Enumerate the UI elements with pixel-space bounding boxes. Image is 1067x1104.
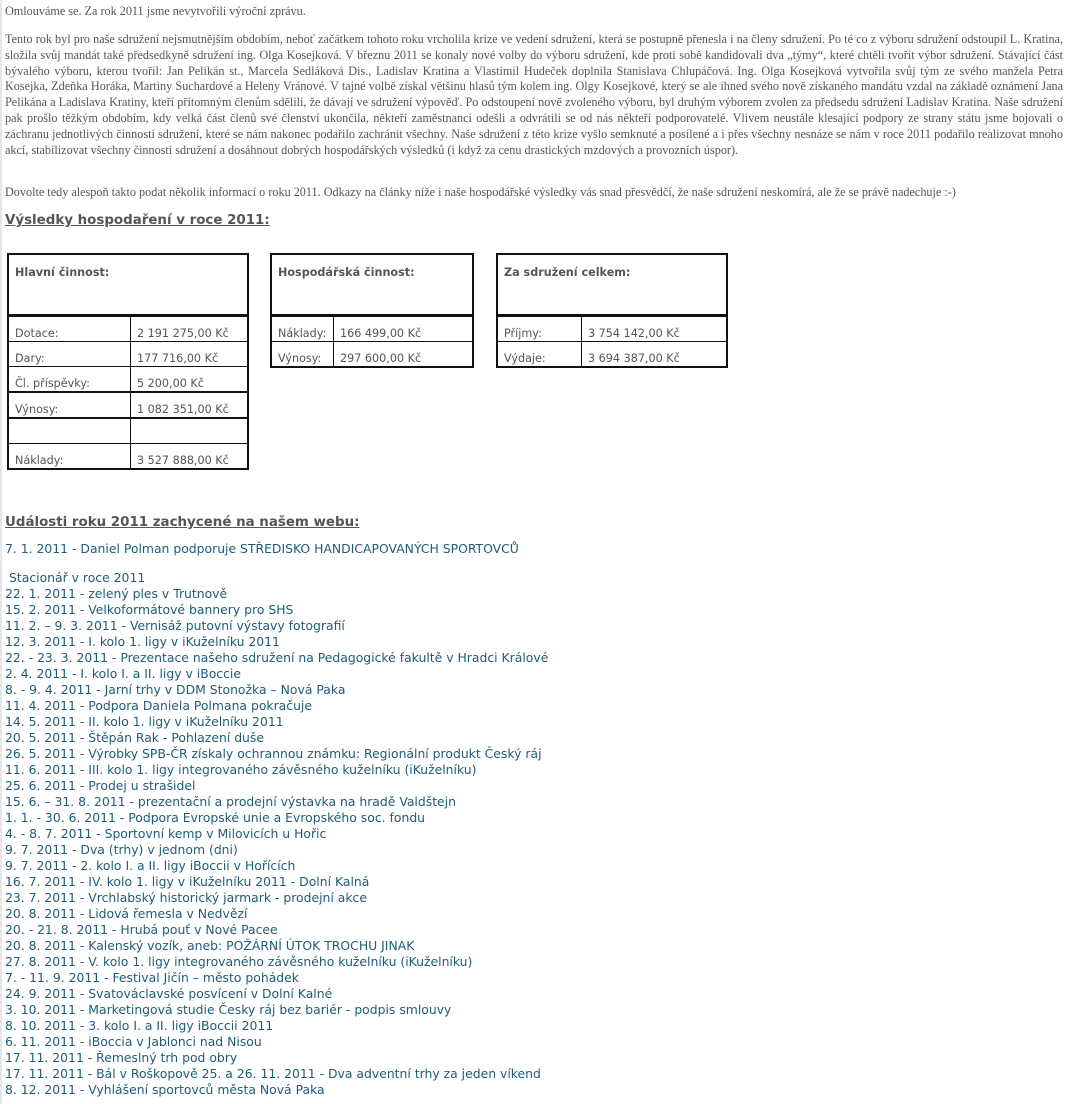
event-link[interactable]: 16. 7. 2011 - IV. kolo 1. ligy v iKuželníku 2011 - Dolní Kalná (5, 874, 370, 889)
event-link[interactable]: 9. 7. 2011 - Dva (trhy) v jednom (dni) (5, 842, 238, 857)
event-link[interactable]: 20. 8. 2011 - Kalenský vozík, aneb: POŽÁRNÍ ÚTOK TROCHU JINAK (5, 938, 415, 953)
event-link[interactable]: 2. 4. 2011 - I. kolo I. a II. ligy v iBoccie (5, 666, 241, 681)
table-row (8, 392, 248, 418)
row-value: 3 754 142,00 Kč (582, 316, 728, 342)
event-link[interactable]: 20. 8. 2011 - Lidová řemesla v Nedvězí (5, 906, 248, 921)
event-link[interactable]: 8. - 9. 4. 2011 - Jarní trhy v DDM Stonožka – Nová Paka (5, 682, 346, 697)
event-link[interactable]: 27. 8. 2011 - V. kolo 1. ligy integrovaného závěsného kuželníku (iKuželníku) (5, 954, 473, 969)
row-value: 177 716,00 Kč (131, 342, 249, 367)
row-label: Náklady: (8, 444, 131, 470)
outro-text: Dovolte tedy alespoň takto podat několik informací o roku 2011. Odkazy na články níže i naše hospodářské výsledky vás snad přesvědčí, že naše sdružení neskomírá, ale že se právě nadechuje :-) (5, 185, 956, 199)
event-link[interactable]: 14. 5. 2011 - II. kolo 1. ligy v iKuželníku 2011 (5, 714, 284, 729)
event-link[interactable]: 20. 5. 2011 - Štěpán Rak - Pohlazení duše (5, 730, 264, 745)
table-row (271, 316, 473, 342)
row-label: Čl. příspěvky: (8, 367, 131, 393)
row-value: 2 191 275,00 Kč (131, 316, 249, 342)
row-value: 297 600,00 Kč (334, 342, 474, 368)
row-label: Náklady: (271, 316, 334, 342)
table-row (8, 444, 248, 470)
row-label: Výnosy: (8, 392, 131, 418)
row-value: 166 499,00 Kč (334, 316, 474, 342)
row-value: 1 082 351,00 Kč (131, 392, 249, 418)
event-link[interactable]: 20. - 21. 8. 2011 - Hrubá pouť v Nové Pacee (5, 922, 278, 937)
row-label: Příjmy: (497, 316, 582, 342)
event-link[interactable]: 23. 7. 2011 - Vrchlabský historický jarmark - prodejní akce (5, 890, 367, 905)
table-title: Hospodářská činnost: (271, 254, 473, 316)
table-total (496, 253, 728, 368)
table-row (497, 342, 727, 368)
event-link[interactable]: 17. 11. 2011 - Bál v Roškopově 25. a 26. 11. 2011 - Dva adventní trhy za jeden víkend (5, 1066, 541, 1081)
table-title: Za sdružení celkem: (497, 254, 727, 316)
table-main-activity (7, 253, 249, 470)
event-link[interactable]: 9. 7. 2011 - 2. kolo I. a II. ligy iBoccii v Hořících (5, 858, 296, 873)
row-value: 3 527 888,00 Kč (131, 444, 249, 470)
event-link[interactable]: 8. 12. 2011 - Vyhlášení sportovců města Nová Paka (5, 1082, 325, 1097)
event-link[interactable]: 15. 6. – 31. 8. 2011 - prezentační a prodejní výstavka na hradě Valdštejn (5, 794, 456, 809)
table-economic-activity (270, 253, 474, 368)
table-row (8, 342, 248, 367)
events-list (5, 541, 548, 1098)
row-label: Výnosy: (271, 342, 334, 368)
table-title: Hlavní činnost: (8, 254, 248, 316)
events-heading: Události roku 2011 zachycené na našem webu: (5, 515, 360, 530)
event-link[interactable]: 4. - 8. 7. 2011 - Sportovní kemp v Milovicích u Hořic (5, 826, 327, 841)
table-row (497, 316, 727, 342)
row-value: 5 200,00 Kč (131, 367, 249, 393)
event-link[interactable]: 3. 10. 2011 - Marketingová studie Česky ráj bez bariér - podpis smlouvy (5, 1002, 452, 1017)
left-border (0, 0, 2, 1104)
event-link[interactable]: 17. 11. 2011 - Řemeslný trh pod obry (5, 1050, 238, 1065)
row-label: Výdaje: (497, 342, 582, 368)
row-value (131, 418, 249, 444)
row-value: 3 694 387,00 Kč (582, 342, 728, 368)
event-link[interactable]: 7. - 11. 9. 2011 - Festival Jičín – město pohádek (5, 970, 299, 985)
table-row (8, 418, 248, 444)
row-label: Dary: (8, 342, 131, 367)
event-sub-link[interactable]: Stacionář v roce 2011 (9, 570, 146, 585)
event-link[interactable]: 11. 6. 2011 - III. kolo 1. ligy integrovaného závěsného kuželníku (iKuželníku) (5, 762, 477, 777)
event-link[interactable]: 12. 3. 2011 - I. kolo 1. ligy v iKuželníku 2011 (5, 634, 280, 649)
event-link[interactable]: 22. 1. 2011 - zelený ples v Trutnově (5, 586, 228, 601)
event-link[interactable]: 24. 9. 2011 - Svatováclavské posvícení v Dolní Kalné (5, 986, 333, 1001)
event-link[interactable]: 7. 1. 2011 - Daniel Polman podporuje STŘEDISKO HANDICAPOVANÝCH SPORTOVCŮ (5, 541, 519, 556)
event-link[interactable]: 15. 2. 2011 - Velkoformátové bannery pro SHS (5, 602, 294, 617)
intro-text: Omlouváme se. Za rok 2011 jsme nevytvořili výroční zprávu. (5, 4, 306, 18)
table-row (271, 342, 473, 368)
event-link[interactable]: 11. 4. 2011 - Podpora Daniela Polmana pokračuje (5, 698, 313, 713)
table-row (8, 367, 248, 393)
table-row (8, 316, 248, 342)
event-link[interactable]: 6. 11. 2011 - iBoccia v Jablonci nad Nisou (5, 1034, 262, 1049)
event-link[interactable]: 8. 10. 2011 - 3. kolo I. a II. ligy iBoccii 2011 (5, 1018, 274, 1033)
event-link[interactable]: 25. 6. 2011 - Prodej u strašidel (5, 778, 196, 793)
row-label: Dotace: (8, 316, 131, 342)
event-link[interactable]: 1. 1. - 30. 6. 2011 - Podpora Evropské unie a Evropského soc. fondu (5, 810, 426, 825)
event-link[interactable]: 11. 2. – 9. 3. 2011 - Vernisáž putovní výstavy fotografií (5, 618, 345, 633)
event-link[interactable]: 26. 5. 2011 - Výrobky SPB-ČR získaly ochrannou známku: Regionální produkt Český ráj (5, 746, 542, 761)
row-label (8, 418, 131, 444)
event-link[interactable]: 22. - 23. 3. 2011 - Prezentace našeho sdružení na Pedagogické fakultě v Hradci Králové (5, 650, 549, 665)
results-heading: Výsledky hospodaření v roce 2011: (5, 213, 270, 228)
main-paragraph: Tento rok byl pro naše sdružení nejsmutnějším obdobím, neboť začátkem tohoto roku vrcholila krize ve vedení sdružení, která se postupně přenesla i na členy sdružení. Po té co z výboru sdružení odstoupil L. Kratina, složila svůj mandát také předsedkyně sdružení ing. Olga Kosejková. V březnu 2011 se konaly nové volby do výboru sdružení, kde proti sobě kandidovali dva „týmy“, které chtěli tvořit výbor sdružení. Stávající část bývalého výboru, kterou tvořil: Jan Pelikán st., Marcela Sedláková Dis., Ladislav Kratina a Vlastimil Hudeček doplnila Stanislava Chlupáčová. Ing. Olga Kosejková vytvořila svůj tým ze svého manžela Petra Kosejka, Zdeňka Horáka, Martiny Suchardové a Heleny Vránové. V tajné volbě získal většinu hlasů tým kolem ing. Olgy Kosejkové, který se ale ihned svého nově získaného mandátu vzdal na základě oznámení Jana Pelikána a Ladislava Kratiny, kteří přítomným členům sdělili, že dávají ve sdružení výpověď. Po odstoupení nově zvoleného výboru, byl druhým výborem zvolen za předsedu sdružení Ladislav Kratina. Naše sdružení pak prošlo těžkým obdobím, kdy velká část členů své členství ukončila, někteří zaměstnanci odešli a odvrátili se od nás někteří podporovatelé. Vlivem neustále klesající podpory ze strany státu jsme bojovali o záchranu jednotlivých činností sdružení, které se nám nakonec podařilo zachránit všechny. Naše sdružení z této krize vyšlo semknuté a posílené a i přes všechny nesnáze se nám v roce 2011 podařilo realizovat mnoho akcí, stabilizovat všechny činnosti sdružení a dosáhnout dobrých hospodářských výsledků (i když za cenu drastických mzdových a provozních úspor). (5, 32, 1063, 157)
